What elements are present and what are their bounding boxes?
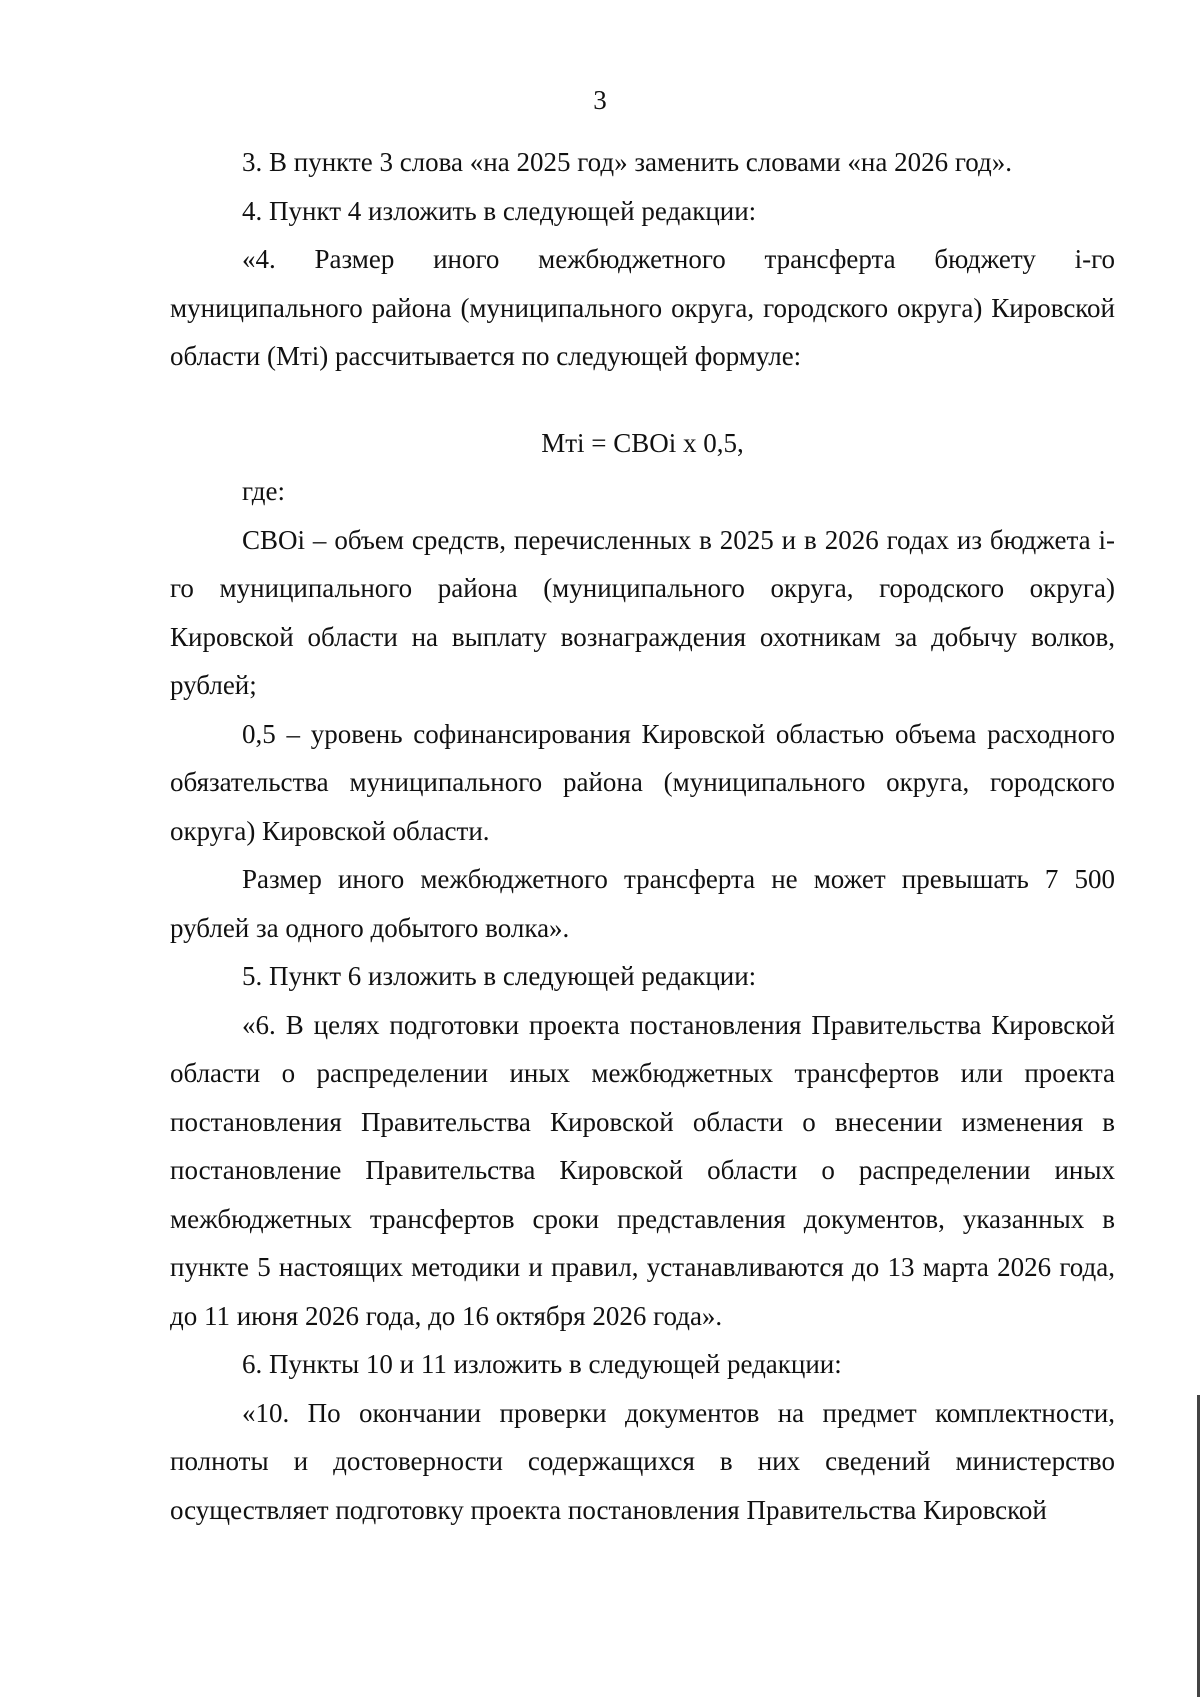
paragraph-item-6-text: «6. В целях подготовки проекта постановления Правительства Кировской области о распределении иных межбюджетных трансфертов или проекта постановления Правительства Кировской области о внесении изменения в постановление Правительства Кировской области о распределении иных межбюджетных трансфертов сроки представления документов, указанных в пункте 5 настоящих методики и правил, устанавливаются до 13 марта 2026 года, до 11 июня 2026 года, до 16 октября 2026 года». [170,1009,1115,1331]
paragraph-item-6-heading: 6. Пункты 10 и 11 изложить в следующей редакции: [242,1349,842,1379]
paragraph-item-4-heading: 4. Пункт 4 изложить в следующей редакции: [242,195,757,226]
paragraph-item-3: 3. В пункте 3 слова «на 2025 год» заменить словами «на 2026 год». [242,147,1012,177]
paragraph-item-4-text: «4. Размер иного межбюджетного трансферта бюджету i-го муниципального района (муниципального округа, городского округа) Кировской области (Mтi) рассчитывается по следующей формуле: [170,244,1115,371]
page-number: 3 [593,85,607,115]
document-body [170,138,1115,1534]
paragraph-item-10-text: «10. По окончании проверки документов на предмет комплектности, полноты и достоверности содержащихся в них сведений министерство осуществляет подготовку проекта постановления Правительства Кировской [170,1397,1115,1525]
paragraph-cofinancing-definition: 0,5 – уровень софинансирования Кировской областью объема расходного обязательства муниципального района (муниципального округа, городского округа) Кировской области. [170,718,1115,846]
paragraph-item-5-heading: 5. Пункт 6 изложить в следующей редакции: [242,961,757,991]
paragraph-transfer-limit: Размер иного межбюджетного трансферта не может превышать 7 500 рублей за одного добытого волка». [170,864,1115,943]
paragraph-where: где: [242,476,285,506]
paragraph-cbo-definition: CBOi – объем средств, перечисленных в 2025 и в 2026 годах из бюджета i-го муниципального района (муниципального округа, городского округа) Кировской области на выплату вознаграждения охотникам за добычу волков, рублей; [170,524,1115,700]
formula: Mтi = CBOi x 0,5, [541,427,744,458]
